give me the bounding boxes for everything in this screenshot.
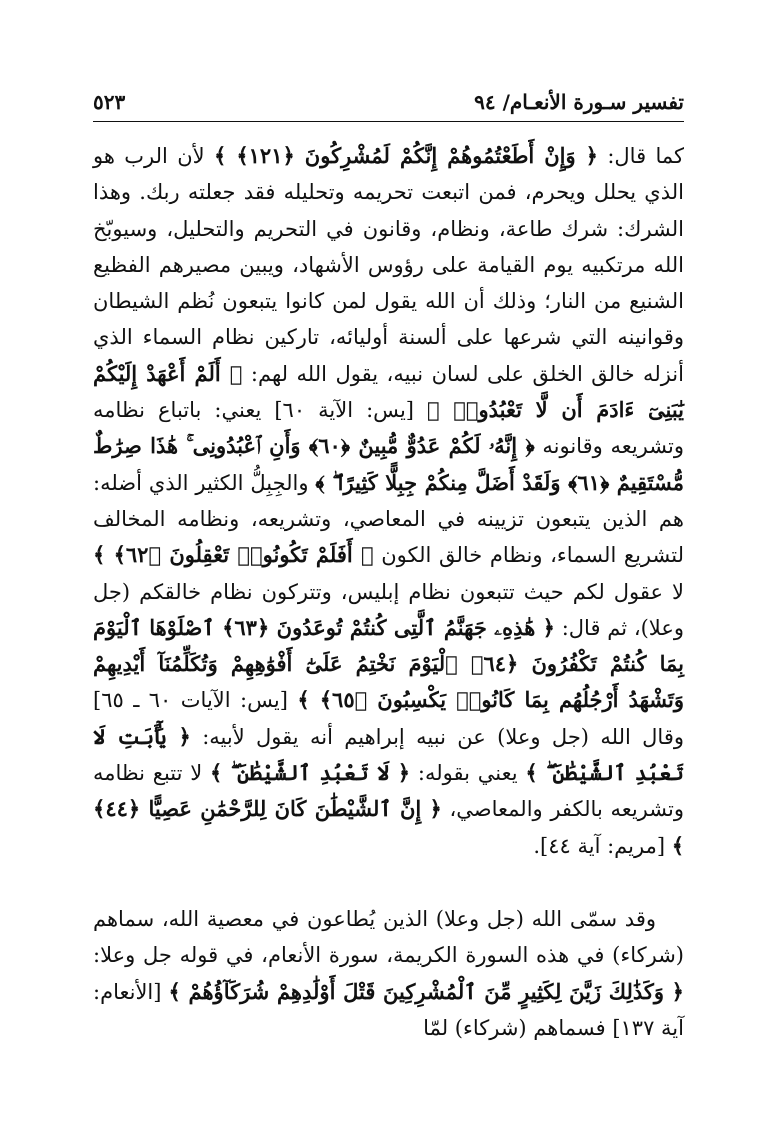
body-text — [93, 138, 684, 1046]
paragraph-text: [مريم: آية ٤٤]. — [533, 833, 672, 858]
paragraph — [93, 138, 684, 864]
quran-verse: ﴿ أَفَلَمْ تَكُونُوا۟ تَعْقِلُونَ ﴿٦٢﴾ ﴾ — [93, 542, 374, 568]
paragraph-text: كما قال: — [597, 144, 685, 168]
running-title: تفسير سـورة الأنعـام/ ٩٤ — [474, 90, 684, 114]
paragraph-text: لأن الرب هو الذي يحلل ويحرم، فمن اتبعت تحريمه وتحليله فقد جعلته ربك. وهذا الشرك: شرك طاعة، ونظام، وقانون في التحريم والتحليل، وسيوبّخ الله مرتكبيه يوم القيامة على رؤوس الأشهاد، ويبين مصيرهم الفظيع الشنيع من النار؛ وذلك أن الله يقول لمن كانوا يتبعون نُظم الشيطان وقوانينه التي شرعها على ألسنة أوليائه، تاركين نظام السماء الذي أنزله خالق الخلق على لسان نبيه، يقول الله لهم: — [93, 144, 684, 386]
page-number: ٥٢٣ — [93, 90, 126, 114]
paragraph — [93, 901, 684, 1046]
quran-verse: ﴿ لَا تَعْبُدِ ٱلشَّيْطَٰنَ ۖ ﴾ — [210, 760, 411, 786]
quran-verse: ﴿ وَكَذَٰلِكَ زَيَّنَ لِكَثِيرٍ مِّنَ ٱلْمُشْرِكِينَ قَتْلَ أَوْلَٰدِهِمْ شُرَكَآؤُهُمْ ﴾ — [168, 978, 684, 1004]
paragraph-text: لا تتبع نظامه وتشريعه بالكفر والمعاصي، — [93, 761, 684, 822]
paragraph-text: يعني بقوله: — [410, 761, 526, 786]
paragraph-text: وقد سمّى الله (جل وعلا) الذين يُطاعون في معصية الله، سماهم (شركاء) في هذه السورة الكريمة، سورة الأنعام، في قوله جل وعلا: — [93, 906, 684, 968]
quran-verse: ﴿ يَٰٓأَبَتِ لَا تَعْبُدِ ٱلشَّيْطَٰنَ ۖ ﴾ — [93, 723, 684, 786]
quran-verse: ﴿ إِنَّ ٱلشَّيْطَٰنَ كَانَ لِلرَّحْمَٰنِ عَصِيًّا ﴿٤٤﴾ ﴾ — [93, 796, 684, 858]
paragraph-text: [الأنعام: آية ١٣٧] فسماهم (شركاء) لمّا — [93, 979, 684, 1040]
quran-verse: ﴿ هَٰذِهِۦ جَهَنَّمُ ٱلَّتِى كُنتُمْ تُوعَدُونَ ﴿٦٣﴾ ٱصْلَوْهَا ٱلْيَوْمَ بِمَا كُنتُمْ تَكْفُرُونَ ﴿٦٤﴾ ٱلْيَوْمَ نَخْتِمُ عَلَىٰٓ أَفْوَٰهِهِمْ وَتُكَلِّمُنَآ أَيْدِيهِمْ وَتَشْهَدُ أَرْجُلُهُم بِمَا كَانُوا۟ يَكْسِبُونَ ﴿٦٥﴾ ﴾ — [93, 614, 685, 713]
quran-verse: ﴿ أَلَمْ أَعْهَدْ إِلَيْكُمْ يَٰبَنِىٓ ءَادَمَ أَن لَّا تَعْبُدُوا۟ ﴾ — [93, 360, 685, 423]
page-header — [93, 80, 684, 114]
quran-verse: ﴿ وَإِنْ أَطَعْتُمُوهُمْ إِنَّكُمْ لَمُشْرِكُونَ ﴿١٢١﴾ ﴾ — [214, 143, 598, 168]
quran-verse: ﴿ إِنَّهُۥ لَكُمْ عَدُوٌّ مُّبِينٌ ﴿٦٠﴾ وَأَنِ ٱعْبُدُونِى ۚ هَٰذَا صِرَٰطٌ مُّسْتَقِيمٌ ﴿٦١﴾ وَلَقَدْ أَضَلَّ مِنكُمْ جِبِلًّا كَثِيرًا ۖ ﴾ — [93, 433, 685, 495]
paragraph-text: [يس: الآية ٦٠] يعني: باتباع نظامه وتشريعه وقانونه — [93, 398, 684, 459]
paragraph-text: والجِبِلُّ الكثير الذي أضله: هم الذين يتبعون تزيينه في المعاصي، وتشريعه، ونظامه المخالف لتشريع السماء، ونظام خالق الكون — [93, 470, 684, 568]
header-rule — [93, 121, 684, 122]
paragraph-text: لا عقول لكم حيث تتبعون نظام إبليس، وتتركون نظام خالقكم (جل وعلا)، ثم قال: — [93, 579, 684, 640]
paragraph-text: [يس: الآيات ٦٠ ـ ٦٥] وقال الله (جل وعلا) عن نبيه إبراهيم أنه يقول لأبيه: — [93, 688, 684, 749]
